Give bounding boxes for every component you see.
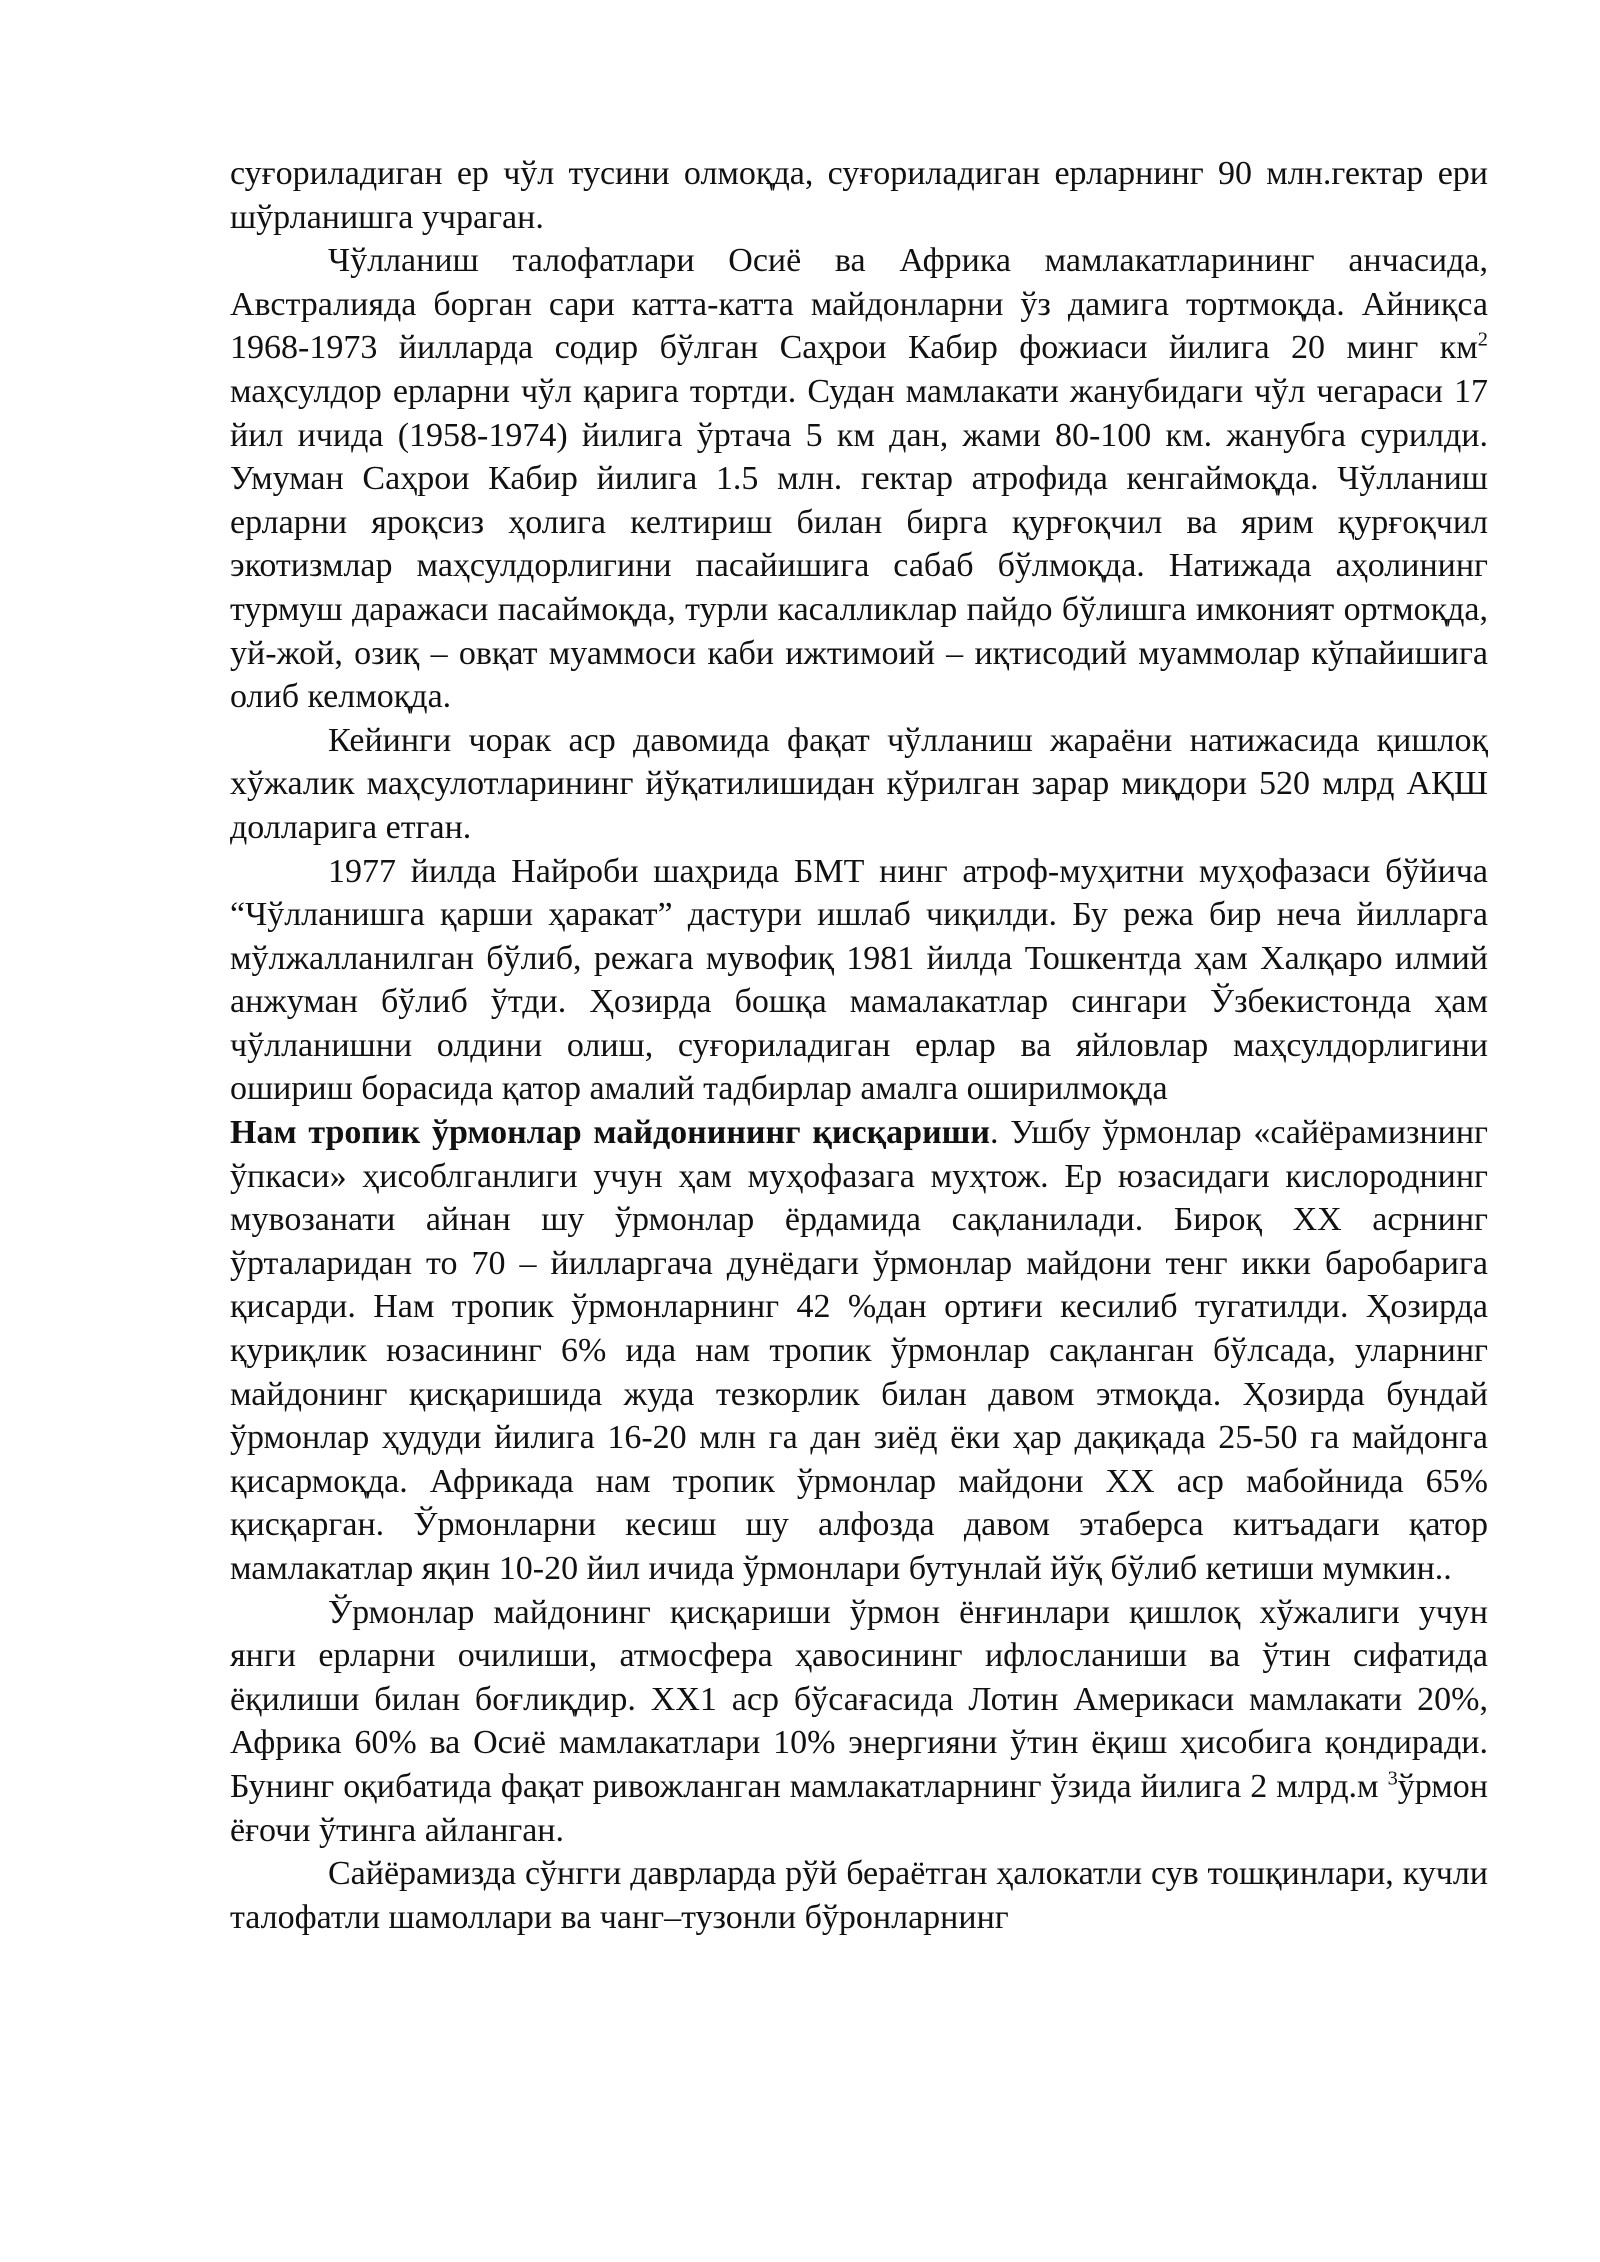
superscript: 2 xyxy=(1477,329,1488,352)
paragraph-7 xyxy=(230,1852,1488,1939)
superscript: 3 xyxy=(1387,1767,1398,1790)
paragraph-text: маҳсулдор ерларни чўл қарига тортди. Судан мамлакати жанубидаги чўл чегараси 17 йил ичида (1958-1974) йилига ўртача 5 км дан, жами 80-100 км. жанубга сурилди. Умуман Саҳрои Кабир йилига 1.5 млн. гектар атрофида кенгаймоқда. Чўлланиш ерларни яроқсиз ҳолига келтириш билан бирга қурғоқчил ва ярим қурғоқчил экотизмлар маҳсулдорлигини пасайишига сабаб бўлмоқда. Натижада аҳолининг турмуш даражаси пасаймоқда, турли касалликлар пайдо бўлишга имконият ортмоқда, уй-жой, озиқ – овқат муаммоси каби ижтимоий – иқтисодий муаммолар кўпайишига олиб келмоқда. xyxy=(230,372,1488,716)
paragraph-text: Кейинги чорак аср давомида фақат чўлланиш жараёни натижасида қишлоқ хўжалик маҳсулотларининг йўқатилишидан кўрилган зарар миқдори 520 млрд АҚШ долларига етган. xyxy=(230,721,1488,846)
paragraph-2 xyxy=(230,239,1488,719)
paragraph-5 xyxy=(230,1111,1488,1591)
paragraph-text: . Ушбу ўрмонлар «сайёрамизнинг ўпкаси» ҳисоблганлиги учун ҳам муҳофазага муҳтож. Ер юзасидаги кислороднинг мувозанати айнан шу ўрмонлар ёрдамида сақланилади. Бироқ ХХ асрнинг ўрталаридан то 70 – йилларгача дунёдаги ўрмонлар майдони тенг икки баробарига қисарди. Нам тропик ўрмонларнинг 42 %дан ортиғи кесилиб тугатилди. Ҳозирда қуриқлик юзасининг 6% ида нам тропик ўрмонлар сақланган бўлсада, уларнинг майдонинг қисқаришида жуда тезкорлик билан давом этмоқда. Ҳозирда бундай ўрмонлар ҳудуди йилига 16-20 млн га дан зиёд ёки ҳар дақиқада 25-50 га майдонга қисармоқда. Африкада нам тропик ўрмонлар майдони ХХ аср мабойнида 65% қисқарган. Ўрмонларни кесиш шу алфозда давом этаберса китъадаги қатор мамлакатлар яқин 10-20 йил ичида ўрмонлари бутунлай йўқ бўлиб кетиши мумкин.. xyxy=(230,1114,1489,1587)
paragraph-1 xyxy=(230,152,1488,239)
paragraph-text: суғориладиган ер чўл тусини олмоқда, суғориладиган ерларнинг 90 млн.гектар ери шўрланишга учраган. xyxy=(230,155,1488,236)
paragraph-text: Сайёрамизда сўнгги даврларда рўй бераётган ҳалокатли сув тошқинлари, кучли талофатли шамоллари ва чанг–тузонли бўронларнинг xyxy=(230,1855,1488,1936)
section-heading: Нам тропик ўрмонлар майдонининг қисқариши xyxy=(230,1114,990,1152)
paragraph-text: Ўрмонлар майдонинг қисқариши ўрмон ёнғинлари қишлоқ хўжалиги учун янги ерларни очилиши, атмосфера ҳавосининг ифлосланиши ва ўтин сифатида ёқилиши билан боғлиқдир. ХХ1 аср бўсағасида Лотин Америкаси мамлакати 20%, Африка 60% ва Осиё мамлакатлари 10% энергияни ўтин ёқиш ҳисобига қондиради. Бунинг оқибатида фақат ривожланган мамлакатларнинг ўзида йилига 2 млрд.м xyxy=(230,1593,1488,1805)
paragraph-text: 1977 йилда Найроби шаҳрида БМТ нинг атроф-муҳитни муҳофазаси бўйича “Чўлланишга қарши ҳаракат” дастури ишлаб чиқилди. Бу режа бир неча йилларга мўлжалланилган бўлиб, режага мувофиқ 1981 йилда Тошкентда ҳам Халқаро илмий анжуман бўлиб ўтди. Ҳозирда бошқа мамалакатлар сингари Ўзбекистонда ҳам чўлланишни олдини олиш, суғориладиган ерлар ва яйловлар маҳсулдорлигини ошириш борасида қатор амалий тадбирлар амалга оширилмоқда xyxy=(230,852,1488,1108)
paragraph-3 xyxy=(230,719,1488,850)
paragraph-text: ўрмон ёғочи ўтинга айланган. xyxy=(230,1767,1488,1849)
document-page xyxy=(230,152,1488,1939)
paragraph-6 xyxy=(230,1591,1488,1853)
paragraph-4 xyxy=(230,850,1488,1112)
paragraph-text: Чўлланиш талофатлари Осиё ва Африка мамлакатларининг анчасида, Австралияда борган сари катта-катта майдонларни ўз дамига тортмоқда. Айниқса 1968-1973 йилларда содир бўлган Саҳрои Кабир фожиаси йилига 20 минг км xyxy=(230,242,1488,367)
